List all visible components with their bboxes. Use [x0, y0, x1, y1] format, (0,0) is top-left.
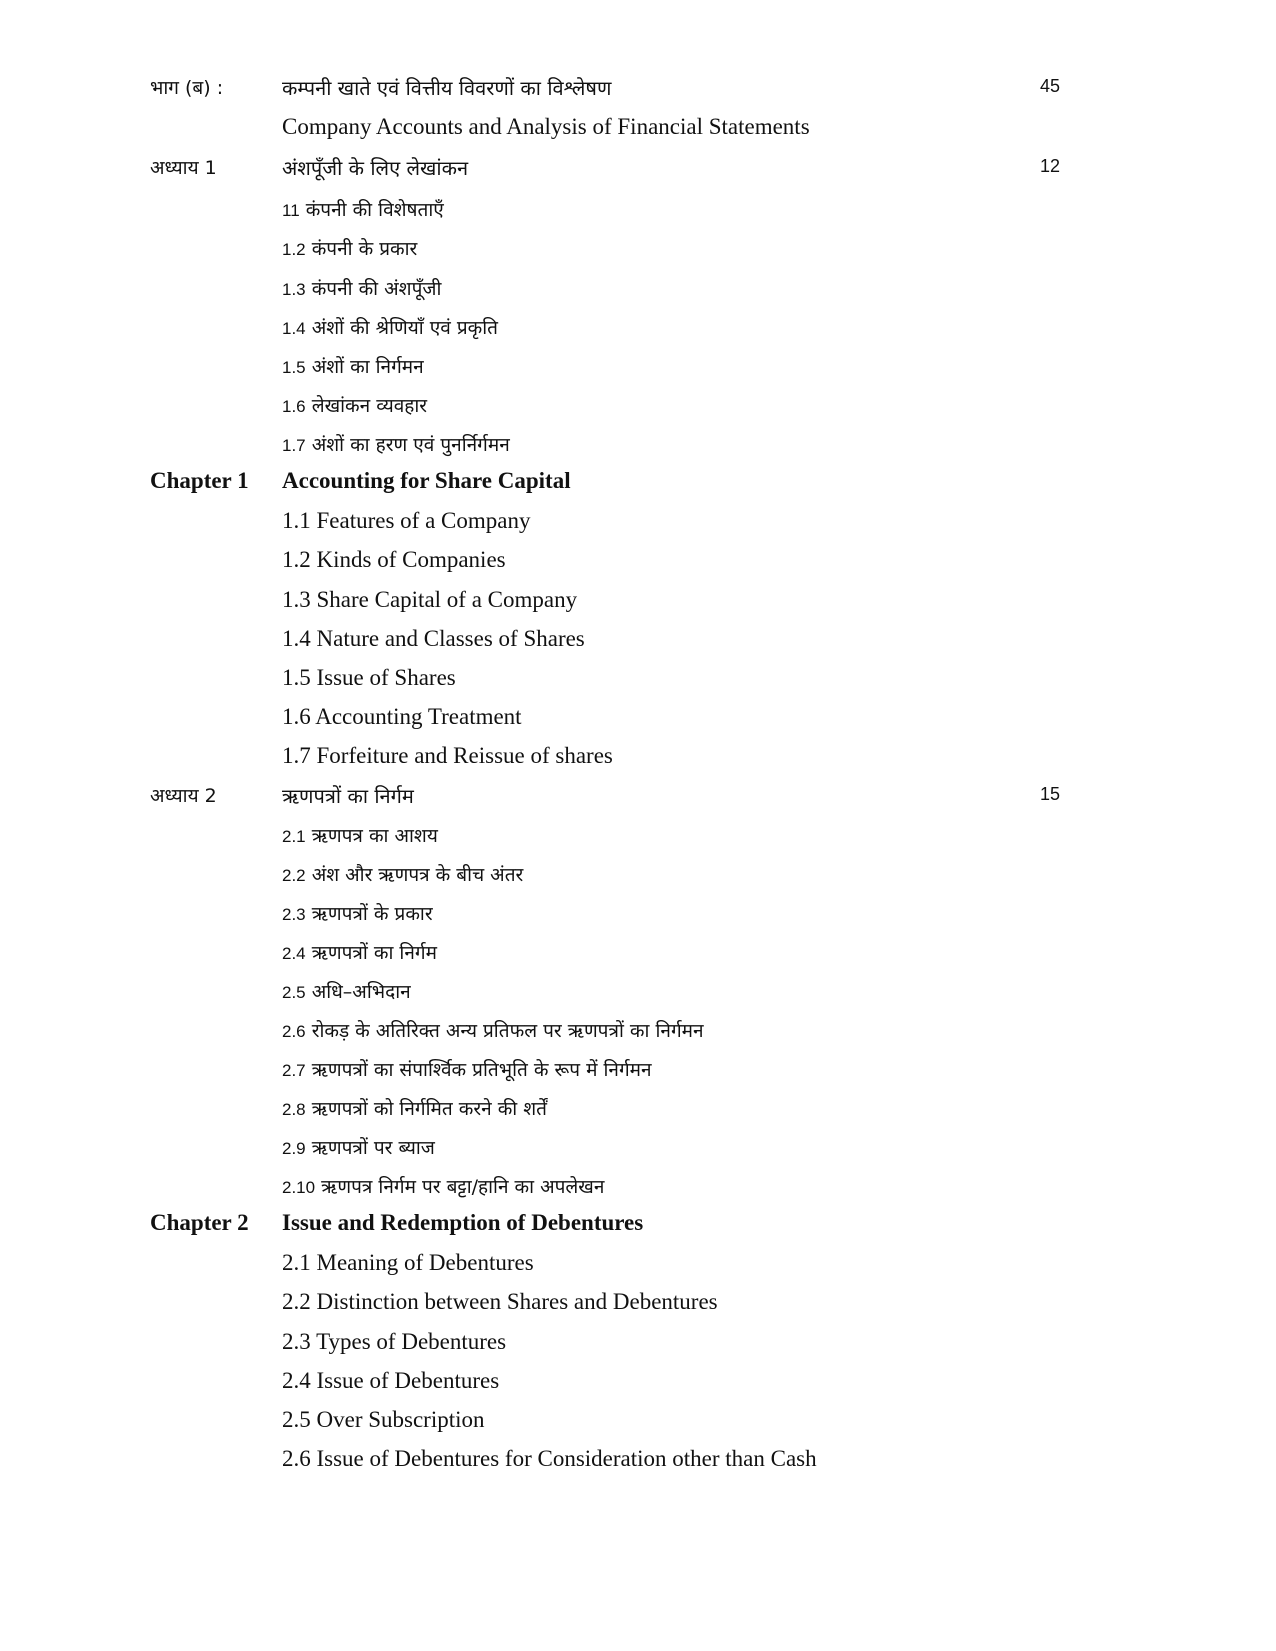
item-number: 2.6	[282, 1022, 306, 1041]
item-number: 2.7	[282, 1061, 306, 1080]
list-item	[0, 665, 1276, 705]
list-item	[0, 1095, 1276, 1135]
item-number: 2.4	[282, 944, 306, 963]
item-number: 1.5	[282, 358, 306, 377]
list-item	[0, 547, 1276, 587]
part-title-english: Company Accounts and Analysis of Financial Statements	[282, 114, 810, 139]
list-item	[0, 822, 1276, 862]
chapter2-hindi-title: ऋणपत्रों का निर्गम	[282, 784, 414, 808]
item-text: ऋणपत्र निर्गम पर बट्टा/हानि का अपलेखन	[321, 1176, 605, 1198]
chapter1-english-label: Chapter 1	[150, 468, 249, 493]
item-text: 2.1 Meaning of Debentures	[282, 1250, 534, 1275]
item-number: 1.3	[282, 280, 306, 299]
part-label: भाग (ब) :	[150, 77, 224, 99]
part-marks: 45	[1040, 76, 1061, 96]
item-text: 2.2 Distinction between Shares and Debentures	[282, 1289, 718, 1314]
item-text: 2.4 Issue of Debentures	[282, 1368, 500, 1393]
item-text: ऋणपत्रों का संपार्श्विक प्रतिभूति के रूप में निर्गमन	[311, 1059, 652, 1081]
list-item	[0, 900, 1276, 940]
list-item	[0, 1407, 1276, 1447]
item-number: 2.5	[282, 983, 306, 1002]
item-number: 2.3	[282, 905, 306, 924]
item-text: 2.6 Issue of Debentures for Consideration other than Cash	[282, 1446, 817, 1471]
list-item	[0, 743, 1276, 783]
list-item	[0, 353, 1276, 393]
chapter2-english-heading	[0, 1210, 1276, 1250]
part-heading-row	[0, 74, 1276, 114]
list-item	[0, 431, 1276, 471]
item-number: 1.6	[282, 397, 306, 416]
list-item	[0, 1250, 1276, 1290]
item-text: कंपनी की अंशपूँजी	[311, 278, 442, 300]
item-text: ऋणपत्रों का निर्गम	[311, 942, 437, 964]
item-text: ऋणपत्र का आशय	[311, 825, 438, 847]
part-title-hindi: कम्पनी खाते एवं वित्तीय विवरणों का विश्लेषण	[282, 76, 612, 100]
list-item	[0, 1056, 1276, 1096]
item-text: रोकड़ के अतिरिक्त अन्य प्रतिफल पर ऋणपत्रों का निर्गमन	[311, 1020, 704, 1042]
item-number: 2.1	[282, 827, 306, 846]
list-item	[0, 508, 1276, 548]
item-text: अंश और ऋणपत्र के बीच अंतर	[311, 864, 524, 886]
item-text: ऋणपत्रों को निर्गमित करने की शर्तें	[311, 1098, 547, 1120]
list-item	[0, 196, 1276, 236]
list-item	[0, 1134, 1276, 1174]
item-text: 2.5 Over Subscription	[282, 1407, 485, 1432]
chapter1-english-title: Accounting for Share Capital	[282, 468, 571, 493]
part-title-english-row	[0, 114, 1276, 154]
item-text: अधि–अभिदान	[311, 981, 411, 1003]
list-item	[0, 1368, 1276, 1408]
item-text: 1.5 Issue of Shares	[282, 665, 456, 690]
item-text: 1.7 Forfeiture and Reissue of shares	[282, 743, 613, 768]
chapter2-hindi-label: अध्याय 2	[150, 785, 217, 807]
list-item	[0, 626, 1276, 666]
item-text: अंशों की श्रेणियाँ एवं प्रकृति	[311, 317, 498, 339]
item-text: 1.1 Features of a Company	[282, 508, 531, 533]
list-item	[0, 1446, 1276, 1486]
item-text: 1.6 Accounting Treatment	[282, 704, 522, 729]
item-number: 11	[282, 201, 300, 220]
item-text: लेखांकन व्यवहार	[311, 395, 428, 417]
list-item	[0, 861, 1276, 901]
list-item	[0, 314, 1276, 354]
item-text: अंशों का निर्गमन	[311, 356, 424, 378]
chapter2-hindi-heading	[0, 782, 1276, 822]
item-number: 1.4	[282, 319, 306, 338]
item-text: 1.2 Kinds of Companies	[282, 547, 506, 572]
chapter1-hindi-title: अंशपूँजी के लिए लेखांकन	[282, 156, 469, 180]
chapter2-english-title: Issue and Redemption of Debentures	[282, 1210, 644, 1235]
item-text: 1.4 Nature and Classes of Shares	[282, 626, 585, 651]
chapter1-hindi-heading	[0, 154, 1276, 194]
item-text: ऋणपत्रों के प्रकार	[311, 903, 433, 925]
list-item	[0, 1017, 1276, 1057]
item-text: ऋणपत्रों पर ब्याज	[311, 1137, 435, 1159]
item-number: 1.2	[282, 240, 306, 259]
list-item	[0, 704, 1276, 744]
item-number: 1.7	[282, 436, 306, 455]
item-number: 2.9	[282, 1139, 306, 1158]
item-number: 2.10	[282, 1178, 316, 1197]
chapter2-marks: 15	[1040, 784, 1061, 804]
item-text: 1.3 Share Capital of a Company	[282, 587, 578, 612]
list-item	[0, 939, 1276, 979]
list-item	[0, 235, 1276, 275]
item-text: कंपनी के प्रकार	[311, 238, 418, 260]
list-item	[0, 587, 1276, 627]
list-item	[0, 1289, 1276, 1329]
chapter2-english-label: Chapter 2	[150, 1210, 249, 1235]
list-item	[0, 1329, 1276, 1369]
item-text: 2.3 Types of Debentures	[282, 1329, 507, 1354]
item-number: 2.8	[282, 1100, 306, 1119]
list-item	[0, 1173, 1276, 1213]
chapter1-english-heading	[0, 468, 1276, 508]
item-text: अंशों का हरण एवं पुनर्निर्गमन	[311, 434, 510, 456]
list-item	[0, 275, 1276, 315]
item-text: कंपनी की विशेषताएँ	[305, 199, 444, 221]
item-number: 2.2	[282, 866, 306, 885]
chapter1-hindi-label: अध्याय 1	[150, 157, 217, 179]
list-item	[0, 392, 1276, 432]
chapter1-marks: 12	[1040, 156, 1061, 176]
list-item	[0, 978, 1276, 1018]
